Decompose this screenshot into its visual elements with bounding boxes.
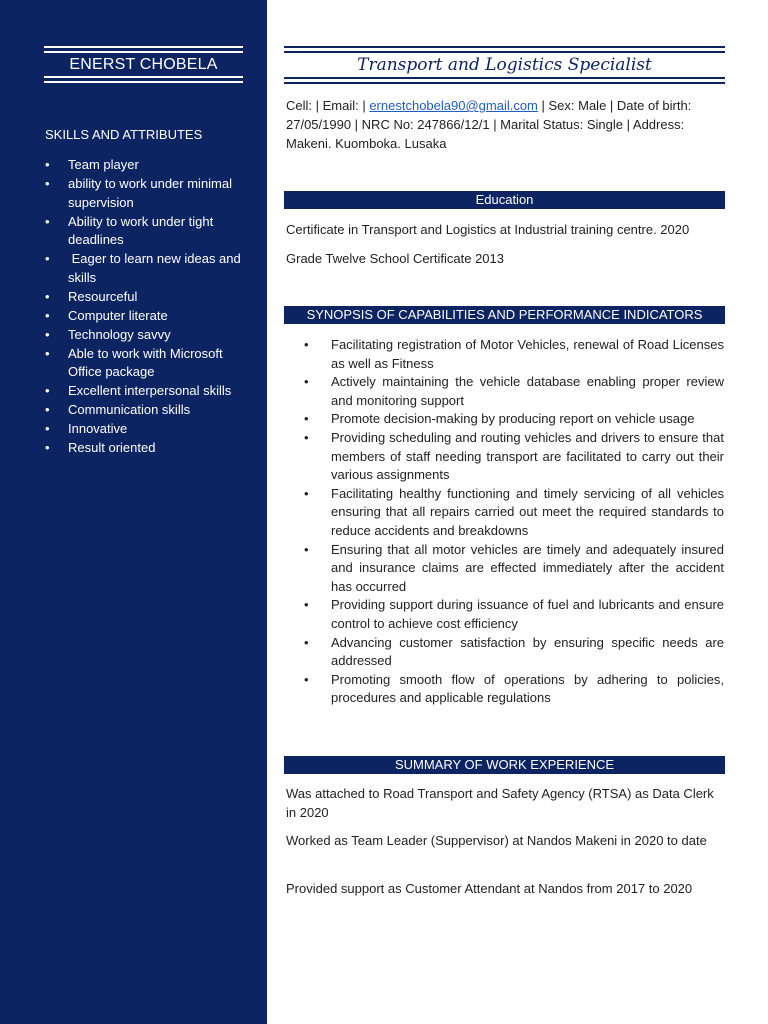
divider [44,46,243,48]
skill-item: • Able to work with Microsoft Office package [45,345,223,379]
skills-list [45,156,250,458]
skill-item: • Resourceful [45,288,250,307]
bullet-icon: • [304,411,309,427]
education-item: Certificate in Transport and Logistics at Industrial training centre. 2020 [286,222,690,237]
skill-item: • ability to work under minimal supervision [45,176,233,210]
bullet-icon: • [45,288,50,304]
email-link[interactable]: ernestchobela90@gmail.com [369,98,538,113]
candidate-name: ENERST CHOBELA [69,56,218,73]
experience-heading: SUMMARY OF WORK EXPERIENCE [284,756,725,774]
divider [284,77,725,79]
skills-heading: SKILLS AND ATTRIBUTES [45,127,203,142]
experience-item: Provided support as Customer Attendant at Nandos from 2017 to 2020 [286,881,693,896]
divider [44,51,243,53]
skill-item: • Computer literate [45,307,250,326]
education-item: Grade Twelve School Certificate 2013 [286,251,504,266]
skill-item: • Team player [45,156,250,175]
bullet-icon: • [45,176,50,191]
bullet-icon: • [45,251,50,266]
bullet-icon: • [45,345,50,361]
bullet-icon: • [304,541,309,557]
bullet-icon: • [45,440,50,455]
list-item: • Promoting smooth flow of operations by adhering to policies, procedures and applicable regulations [304,671,724,706]
list-item: • Actively maintaining the vehicle database enabling proper review and monitoring support [304,374,724,408]
skill-item: • Innovative [45,420,250,439]
bullet-icon: • [45,326,50,342]
divider [284,82,725,84]
divider [44,76,243,78]
title-box [284,46,725,86]
bullet-icon: • [304,597,309,613]
bullet-icon: • [45,213,50,229]
skill-item: • Excellent interpersonal skills [45,382,250,401]
bullet-icon: • [45,383,50,398]
name-box [44,46,243,84]
bullet-icon: • [304,671,309,687]
skill-item: • Eager to learn new ideas and skills [45,251,245,285]
bullet-icon: • [304,429,309,445]
list-item: • Facilitating healthy functioning and timely servicing of all vehicles ensuring that all repairs carried out meet the required standards to reduce accidents and breakdowns [304,485,724,538]
skill-item: • Ability to work under tight deadlines [45,213,214,247]
bullet-icon: • [304,485,309,501]
divider [284,46,725,48]
list-item: • Advancing customer satisfaction by ensuring specific needs are addressed [304,634,724,669]
bullet-icon: • [45,402,50,417]
list-item: • Promote decision-making by producing report on vehicle usage [304,410,724,429]
job-title: Transport and Logistics Specialist [357,55,652,75]
bullet-icon: • [45,157,50,172]
bullet-icon: • [45,307,50,323]
skill-item: • Communication skills [45,401,250,420]
skill-item: • Technology savvy [45,326,250,345]
bullet-icon: • [304,337,309,352]
bullet-icon: • [304,374,309,390]
divider [44,81,243,83]
sidebar [0,0,267,1024]
list-item: • Providing support during issuance of fuel and lubricants and ensure control to achieve cost efficiency [304,597,724,631]
synopsis-list [304,336,724,708]
bullet-icon: • [45,421,50,436]
list-item: • Facilitating registration of Motor Vehicles, renewal of Road Licenses as well as Fitness [304,337,724,371]
synopsis-heading: SYNOPSIS OF CAPABILITIES AND PERFORMANCE INDICATORS [284,306,725,324]
contact-info: Cell: | Email: | ernestchobela90@gmail.com | Sex: Male | Date of birth: 27/05/1990 | NRC No: 247866/12/1 | Marital Status: Single | Address: Makeni. Kuomboka. Lusaka [286,98,695,151]
experience-item: Was attached to Road Transport and Safety Agency (RTSA) as Data Clerk in 2020 [286,786,714,820]
experience-item: Worked as Team Leader (Suppervisor) at Nandos Makeni in 2020 to date [286,833,707,848]
divider [284,51,725,53]
list-item: • Providing scheduling and routing vehicles and drivers to ensure that members of staff needing transport are facilitated to carry out their various assignments [304,429,724,483]
skill-item: • Result oriented [45,439,250,458]
list-item: • Ensuring that all motor vehicles are timely and adequately insured and insurance claims are effected immediately after the accident has occurred [304,541,724,594]
education-heading: Education [284,191,725,209]
bullet-icon: • [304,634,309,650]
